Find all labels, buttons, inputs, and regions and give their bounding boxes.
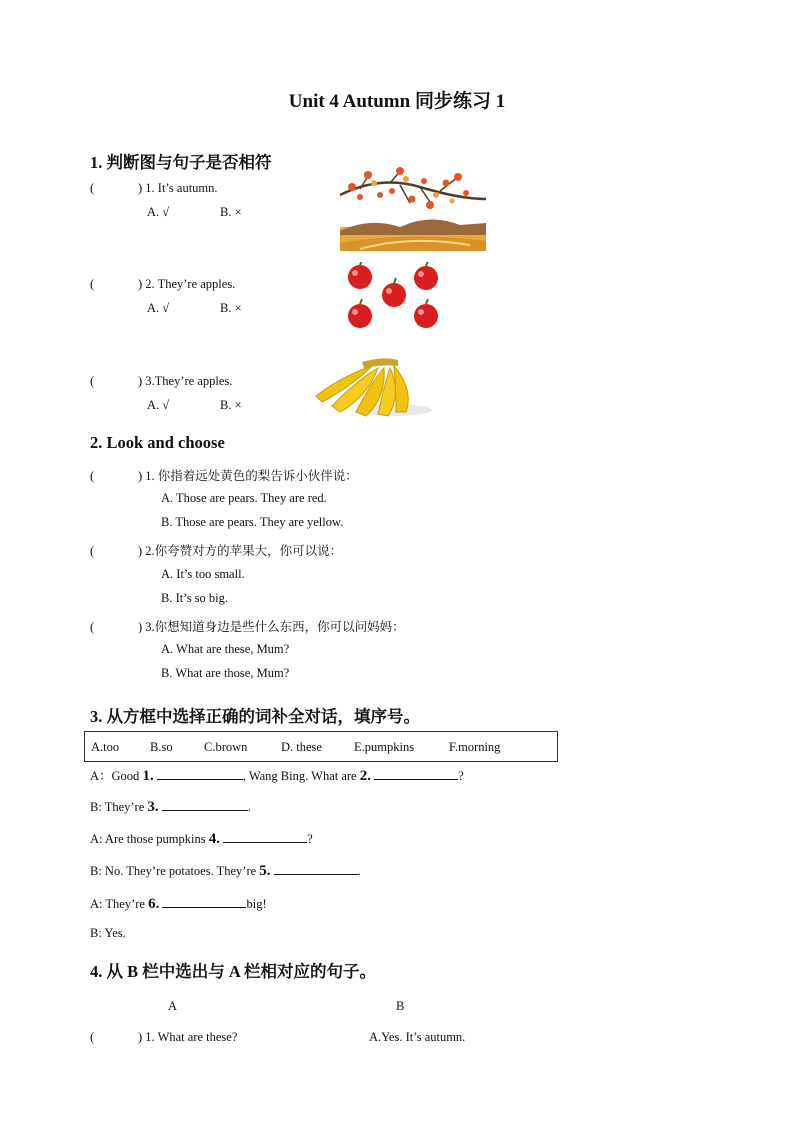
- paren-close: ): [138, 181, 143, 195]
- s2-q3-text: 3.你想知道身边是些什么东西，你可以问妈妈：: [145, 620, 405, 634]
- dialog-text: ?: [307, 832, 313, 846]
- dialog-text: B: No. They’re potatoes. They’re: [90, 864, 260, 878]
- bananas-image: [312, 356, 434, 420]
- s1-q1-optA: A. √: [147, 205, 170, 219]
- paren-open: (: [90, 277, 95, 291]
- section1-heading: 1. 判断图与句子是否相符: [90, 153, 272, 172]
- answer-blank[interactable]: [162, 798, 248, 811]
- dialog-line-5: [90, 895, 267, 913]
- paren-close: ): [138, 469, 143, 483]
- paren-open: (: [90, 620, 95, 634]
- column-b-label: B: [396, 999, 405, 1013]
- s4-q1: [90, 1030, 237, 1045]
- answer-blank[interactable]: [374, 767, 458, 780]
- paren-open: (: [90, 181, 95, 195]
- paren-open: (: [90, 469, 95, 483]
- word-option: B.so: [150, 740, 173, 754]
- s2-q3-optA: A. What are these, Mum?: [161, 642, 290, 656]
- paren-close: ): [138, 620, 143, 634]
- s1-q1-text: 1. It’s autumn.: [145, 181, 218, 195]
- apples-image: [342, 262, 442, 332]
- s1-q2-optB: B. ×: [220, 301, 242, 315]
- blank-number: 6.: [148, 896, 160, 912]
- s1-q2-text: 2. They’re apples.: [145, 277, 236, 291]
- s1-q3-text: 3.They’re apples.: [145, 374, 233, 388]
- s1-q3-optA: A. √: [147, 398, 170, 412]
- s1-q2-optA: A. √: [147, 301, 170, 315]
- s2-q3: [90, 617, 405, 635]
- dialog-text: .: [357, 864, 361, 878]
- s2-q2: [90, 541, 342, 559]
- word-option: D. these: [281, 740, 322, 754]
- word-option: C.brown: [204, 740, 248, 754]
- section2-heading: 2. Look and choose: [90, 433, 225, 452]
- section4-heading: 4. 从 B 栏中选出与 A 栏相对应的句子。: [90, 962, 377, 981]
- blank-number: 2.: [359, 768, 371, 784]
- answer-blank[interactable]: [274, 862, 358, 875]
- s2-q1: [90, 466, 358, 484]
- answer-blank[interactable]: [223, 830, 307, 843]
- dialog-text: A: Are those pumpkins: [90, 832, 209, 846]
- word-option: E.pumpkins: [354, 740, 415, 754]
- blank-number: 1.: [142, 768, 154, 784]
- s1-q1: [90, 181, 218, 196]
- paren-close: ): [138, 1030, 143, 1044]
- dialog-line-6: B: Yes.: [90, 926, 126, 940]
- answer-blank[interactable]: [157, 767, 243, 780]
- paren-open: (: [90, 1030, 95, 1044]
- dialog-text: .: [247, 800, 251, 814]
- s2-q1-text: 1. 你指着远处黄色的梨告诉小伙伴说：: [145, 469, 358, 483]
- paren-open: (: [90, 374, 95, 388]
- page-title: Unit 4 Autumn 同步练习 1: [288, 91, 506, 112]
- word-option: F.morning: [449, 740, 501, 754]
- s1-q3-optB: B. ×: [220, 398, 242, 412]
- s1-q2: [90, 277, 235, 292]
- word-option: A.too: [91, 740, 120, 754]
- blank-number: 4.: [208, 831, 220, 847]
- blank-number: 3.: [147, 799, 159, 815]
- dialog-line-2: [90, 798, 251, 816]
- s2-q2-optA: A. It’s too small.: [161, 567, 245, 581]
- s4-q1-text: 1. What are these?: [145, 1030, 238, 1044]
- dialog-text: A: They’re: [90, 897, 149, 911]
- section3-heading: 3. 从方框中选择正确的词补全对话，填序号。: [90, 707, 420, 726]
- s1-q1-optB: B. ×: [220, 205, 242, 219]
- s2-q1-optB: B. Those are pears. They are yellow.: [161, 515, 344, 529]
- s2-q2-text: 2.你夸赞对方的苹果大，你可以说：: [145, 544, 343, 558]
- paren-open: (: [90, 544, 95, 558]
- dialog-line-3: [90, 830, 313, 848]
- dialog-text: big!: [246, 897, 267, 911]
- dialog-line-4: [90, 862, 361, 880]
- s2-q2-optB: B. It’s so big.: [161, 591, 229, 605]
- word-box: [84, 731, 558, 762]
- answer-blank[interactable]: [162, 895, 246, 908]
- dialog-text: A：Good: [90, 769, 143, 783]
- dialog-text: , Wang Bing. What are: [242, 769, 360, 783]
- column-a-label: A: [168, 999, 178, 1013]
- paren-close: ): [138, 544, 143, 558]
- dialog-text: B: They’re: [90, 800, 148, 814]
- dialog-line-1: [90, 766, 464, 785]
- paren-close: ): [138, 277, 143, 291]
- s2-q3-optB: B. What are those, Mum?: [161, 666, 290, 680]
- autumn-landscape-image: [340, 165, 486, 251]
- s4-match-a: A.Yes. It’s autumn.: [369, 1030, 466, 1044]
- paren-close: ): [138, 374, 143, 388]
- s1-q3: [90, 374, 232, 389]
- blank-number: 5.: [259, 863, 271, 879]
- s2-q1-optA: A. Those are pears. They are red.: [161, 491, 327, 505]
- dialog-text: ?: [458, 769, 464, 783]
